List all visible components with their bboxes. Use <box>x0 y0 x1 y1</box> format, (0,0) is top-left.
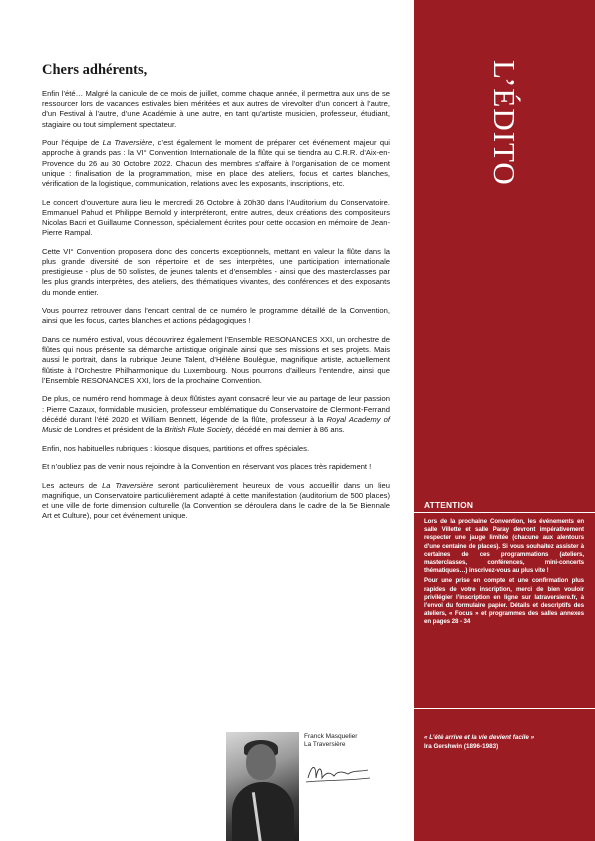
greeting-heading: Chers adhérents, <box>42 62 148 78</box>
paragraph: Dans ce numéro estival, vous découvrirez également l’Ensemble RESONANCES XXI, un orchestre de flûtes qui nous présente sa démarche artistique originale ainsi que ses missions et ses projets. Mais aussi le portrait, dans la rubrique Jeune Talent, d’Hélène Boulègue, magnifique artiste, actuellement flûtiste à l’Orchestre Philharmonique du Luxembourg. Nous pourrons d’ailleurs l’entendre, ainsi que l’Ensemble RESONANCES XXI, lors de la prochaine Convention. <box>42 335 390 385</box>
society-name: British Flute Society <box>164 425 232 435</box>
author-org: La Traversière <box>304 741 346 748</box>
author-photo <box>226 732 299 841</box>
paragraph: Cette VI° Convention proposera donc des concerts exceptionnels, mettant en valeur la flûte dans la plus grande diversité de son répertoire et de ses interprètes, une participation internationale prestigieuse - plus de 50 solistes, de jeunes talents et d’ensembles - ainsi que des masterclasses par les plus grands interprètes, des ateliers, des thématiques vivantes, des conférences et des exposants du monde entier. <box>42 246 390 297</box>
paragraph: Enfin, nos habituelles rubriques : kiosque disques, partitions et offres spéciales. <box>42 443 310 453</box>
paragraph: Les acteurs de La Traversière seront particulièrement heureux de vous accueillir dans un lieu magnifique, un Conservatoire particulièrement adapté à cette manifestation (auditorium de 500 places) et une ville de forte dimension culturelle (la Convention se déroulera dans le cadre de la 5e Biennale Art et Culture), pour cet événement unique. <box>42 480 390 521</box>
paragraph: Vous pourrez retrouver dans l’encart central de ce numéro le programme détaillé de la Convention, ainsi que les focus, cartes blanches et actions pédagogiques ! <box>42 306 390 326</box>
paragraph: Pour l’équipe de La Traversière, c’est également le moment de préparer cet événement majeur qui approche à grands pas : la VI° Convention Internationale de la flûte qui se tiendra au C.R.R. d’Aix-en-Provence du 26 au 30 Octobre 2022. Chacun des membres s’affaire à l’organisation de ce moment unique : finalisation de la programmation, mise en place des ateliers, focus et cartes blanches, vérification de la logistique, communication, relations avec les exposants, inscriptions, etc. <box>42 138 390 189</box>
paragraph: Et n’oubliez pas de venir nous rejoindre à la Convention en réservant vos places très rapidement ! <box>42 462 372 472</box>
closing-quote <box>424 734 584 751</box>
publication-name: La Traversière <box>102 480 154 490</box>
editorial-column <box>42 62 390 530</box>
paragraph: Le concert d’ouverture aura lieu le mercredi 26 Octobre à 20h30 dans l’Auditorium du Conservatoire. Emmanuel Pahud et Philippe Bernold y interpréteront, entre autres, deux créations des compositeurs Nicolas Bacri et Guillaume Connesson, spécialement écrites pour cette occasion en mémoire de Jean-Pierre Rampal. <box>42 197 390 238</box>
quote-text: « L’été arrive et la vie devient facile » <box>424 734 535 741</box>
editorial-body <box>42 89 390 522</box>
quote-author: Ira Gershwin (1896-1983) <box>424 742 499 750</box>
attention-notice <box>424 518 584 629</box>
divider <box>414 512 595 513</box>
divider <box>414 708 595 709</box>
paragraph: De plus, ce numéro rend hommage à deux flûtistes ayant consacré leur vie au partage de leur passion : Pierre Cazaux, formidable musicien, professeur emblématique du Conservatoire de Clermont-Ferrand décédé durant l’été 2020 et William Bennett, légende de la flûte, professeur à la Royal Academy of Music de Londres et président de la British Flute Society, décédé en mai dernier à 86 ans. <box>42 394 390 435</box>
edito-heading: L’ÉDITO <box>487 60 522 186</box>
attention-paragraph: Lors de la prochaine Convention, les événements en salle Villette et salle Paray devront impérativement respecter une jauge limitée (chacune aux alentours d’une centaine de places). Si vous souhaitez assister à certaines de ces programmations (ateliers, masterclasses, conférences, mini-concerts thématiques…) inscrivez-vous au plus vite ! <box>424 518 584 575</box>
institution-name: Royal Academy of Music <box>42 414 390 435</box>
paragraph: Enfin l’été… Malgré la canicule de ce mois de juillet, comme chaque année, il permettra aux uns de se ressourcer lors de vacances estivales bien méritées et aux autres de virevolter d’un concert à l’autre, d’un Festival à l’autre, d’une Académie à une autre, en tant qu’artiste musicien, professeur, étudiant, stagiaire ou tout simplement spectateur. <box>42 89 390 129</box>
attention-title: ATTENTION <box>424 500 474 510</box>
attention-paragraph: Pour une prise en compte et une confirmation plus rapides de votre inscription, merci de bien vouloir privilégier l’inscription en ligne sur latraversiere.fr, à l’envoi du formulaire papier. Détails et descriptifs des ateliers, « Focus » et programmes des salles annexes en pages 28 - 34 <box>424 577 584 626</box>
publication-name: La Traversière <box>102 138 153 148</box>
author-name: Franck Masquelier <box>304 733 358 740</box>
author-credit <box>304 733 357 749</box>
handwritten-signature <box>304 758 372 786</box>
